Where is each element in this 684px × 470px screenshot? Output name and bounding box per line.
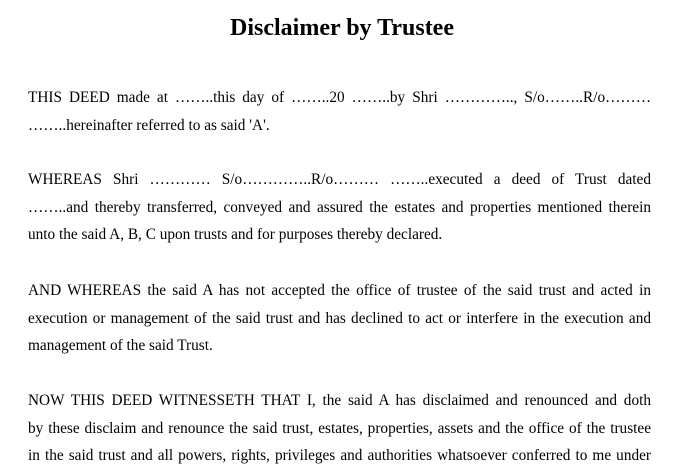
paragraph-line: unto the said A, B, C upon trusts and for purposes thereby declared. — [28, 226, 443, 243]
paragraph-line: WHEREAS Shri ………… S/o…………..R/o……… ……..executed a deed of Trust dated — [28, 171, 651, 188]
paragraph-deed-intro — [28, 84, 651, 139]
paragraph-line: execution or management of the said trust and has declined to act or interfere in the execution and — [28, 309, 651, 327]
paragraph-line: THIS DEED made at ……..this day of ……..20 ……..by Shri ………….., S/o……..R/o……… — [28, 89, 651, 106]
paragraph-witnesseth — [28, 387, 651, 470]
paragraph-line: by these disclaim and renounce the said trust, estates, properties, assets and the office of the trustee — [28, 419, 651, 437]
paragraph-line: AND WHEREAS the said A has not accepted the office of trustee of the said trust and acted in — [28, 282, 651, 299]
paragraph-line: ……..hereinafter referred to as said 'A'. — [28, 116, 270, 134]
paragraph-and-whereas — [28, 277, 651, 360]
paragraph-line: NOW THIS DEED WITNESSETH THAT I, the said A has disclaimed and renounced and doth — [28, 392, 651, 409]
paragraph-whereas — [28, 166, 651, 249]
paragraph-line: in the said trust and all powers, rights, privileges and authorities whatsoever conferred to me under — [28, 447, 651, 464]
paragraph-line: ……..and thereby transferred, conveyed and assured the estates and properties mentioned therein — [28, 198, 651, 216]
document-title: Disclaimer by Trustee — [230, 15, 454, 41]
paragraph-line: management of the said Trust. — [28, 337, 213, 354]
